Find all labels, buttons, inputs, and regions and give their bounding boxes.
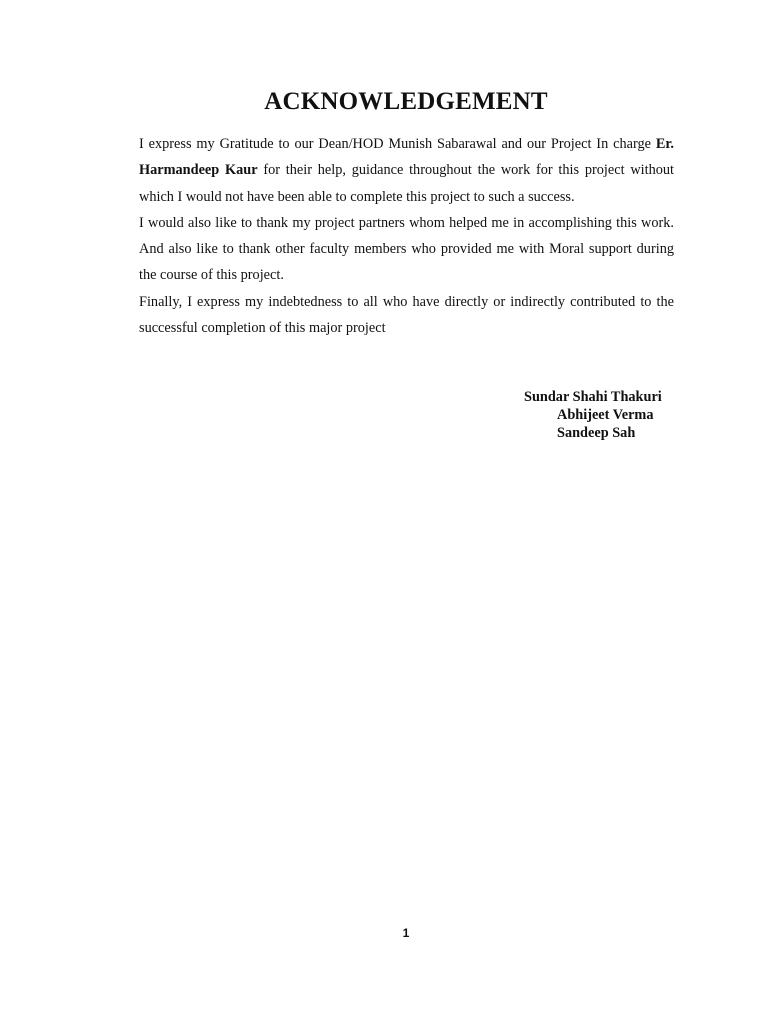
paragraph-gratitude-rest: for their help, guidance throughout the work for this project without which I would not have been able to complete this project to such a success. — [139, 162, 675, 205]
signature-name: Abhijeet Verma — [557, 407, 654, 423]
signature-name: Sundar Shahi Thakuri — [524, 389, 662, 405]
signature-block — [524, 388, 662, 442]
acknowledgement-body — [139, 131, 674, 341]
signature-name: Sandeep Sah — [557, 425, 636, 441]
page-title: ACKNOWLEDGEMENT — [264, 88, 548, 115]
project-incharge-name: Er. Harmandeep Kaur — [139, 136, 674, 179]
paragraph-gratitude — [139, 131, 674, 210]
paragraph-gratitude-intro: I express my Gratitude to our Dean/HOD Munish Sabarawal and our Project In charge — [139, 136, 656, 152]
page-number: 1 — [402, 926, 410, 940]
paragraph-indebtedness: Finally, I express my indebtedness to all who have directly or indirectly contributed to the successful completion of this major project — [139, 293, 674, 337]
paragraph-partners: I would also like to thank my project partners whom helped me in accomplishing this work. And also like to thank other faculty members who provided me with Moral support during the course of this project. — [139, 214, 674, 284]
